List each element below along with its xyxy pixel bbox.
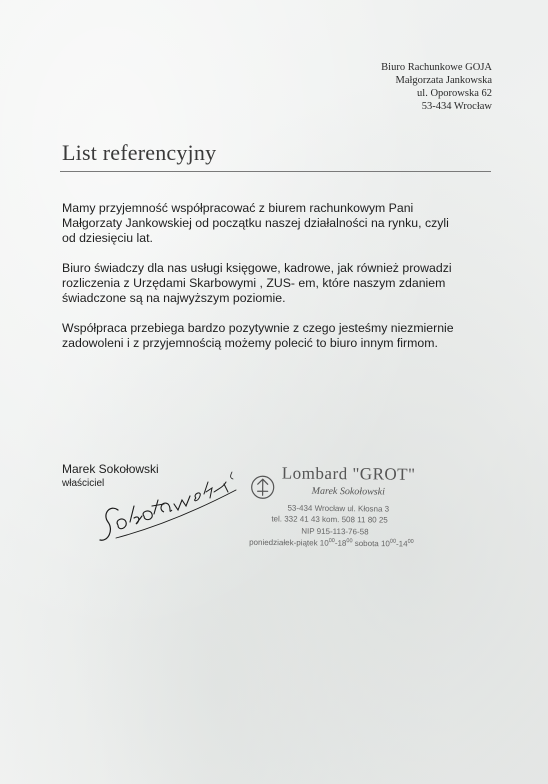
- signer-name: Marek Sokołowski: [62, 462, 159, 476]
- stamp-opening-hours: [249, 537, 414, 548]
- paragraph-line: zadowoleni i z przyjemnością możemy polecić to biuro innym firmom.: [62, 336, 438, 350]
- handwritten-signature: [96, 470, 246, 550]
- stamp-phone: tel. 332 41 43 kom. 508 11 80 25: [271, 514, 388, 525]
- title-underline: [60, 171, 491, 172]
- hours-text: poniedziałek-piątek 10: [249, 537, 329, 548]
- hours-sup: 00: [389, 538, 397, 545]
- hours-text: -14: [395, 539, 408, 549]
- signer-role: właściciel: [62, 478, 105, 489]
- paragraph-line: Współpraca przebiega bardzo pozytywnie z czego jesteśmy niezmiernie: [62, 321, 454, 335]
- hours-sup: 00: [346, 538, 353, 545]
- sender-city: 53-434 Wrocław: [421, 101, 492, 112]
- hours-sup: 00: [328, 537, 335, 545]
- paragraph-line: rozliczenia z Urzędami Skarbowymi , ZUS- em, które naszym zdaniem: [62, 276, 446, 290]
- paragraph-line: Mamy przyjemność współpracować z biurem rachunkowym Pani: [62, 201, 414, 215]
- paragraph-line: od dziesięciu lat.: [62, 231, 153, 245]
- document-title: List referencyjny: [62, 140, 217, 165]
- paragraph-line: świadczone są na najwyższym poziomie.: [62, 291, 286, 305]
- letter-body: [62, 201, 494, 366]
- stamp-address: 53-434 Wrocław ul. Kłosna 3: [287, 503, 390, 514]
- paragraph-3: [62, 321, 494, 351]
- paragraph-1: [62, 201, 494, 246]
- sender-company: Biuro Rachunkowe GOJA: [381, 62, 492, 73]
- sender-street: ul. Oporowska 62: [417, 88, 492, 99]
- paragraph-line: Małgorzaty Jankowskiej od początku naszej działalności na rynku, czyli: [62, 216, 449, 230]
- sender-address-block: [381, 61, 492, 113]
- hours-text: sobota 10: [352, 538, 390, 549]
- paragraph-line: Biuro świadczy dla nas usługi księgowe, kadrowe, jak również prowadzi: [62, 261, 452, 275]
- paragraph-2: [62, 261, 494, 306]
- hours-text: -18: [334, 538, 347, 548]
- stamp-nip: NIP 915-113-76-58: [301, 526, 369, 537]
- hours-sup: 00: [407, 538, 414, 545]
- company-stamp: [235, 458, 466, 560]
- sender-person: Małgorzata Jankowska: [395, 75, 492, 86]
- stamp-logo-icon: [250, 474, 276, 500]
- stamp-owner: Marek Sokołowski: [311, 485, 385, 498]
- stamp-company-name: Lombard "GROT": [281, 463, 416, 484]
